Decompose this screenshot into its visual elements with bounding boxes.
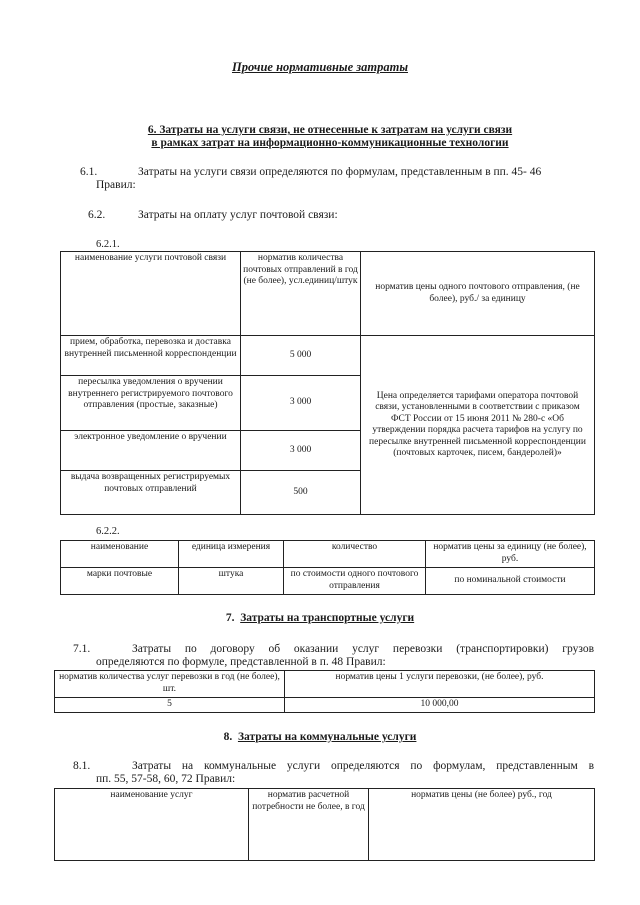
p71-number: 7.1. bbox=[73, 643, 91, 655]
service-quantity: 3 000 bbox=[241, 376, 361, 431]
table-header-row bbox=[61, 541, 595, 568]
postal-services-table bbox=[60, 251, 595, 515]
stamp-count: по стоимости одного почтового отправления bbox=[284, 568, 426, 595]
p62-number: 6.2. bbox=[88, 209, 106, 221]
section-8-number: 8. bbox=[223, 731, 233, 743]
service-name: электронное уведомление о вручении bbox=[61, 431, 241, 471]
service-quantity: 5 000 bbox=[241, 336, 361, 376]
section-6-heading-line2: в рамках затрат на информационно-коммуникационные технологии bbox=[151, 137, 509, 149]
p81-text: Затраты на коммунальные услуги определяются по формулам, представленным в bbox=[132, 760, 594, 772]
section-6-heading-line1: 6. Затраты на услуги связи, не отнесенные к затратам на услуги связи bbox=[147, 124, 513, 136]
col-header-unit: единица измерения bbox=[179, 541, 284, 568]
p81-continuation: пп. 55, 57-58, 60, 72 Правил: bbox=[96, 773, 236, 785]
utilities-table bbox=[54, 788, 595, 861]
service-name: пересылка уведомления о вручении внутреннего регистрируемого почтового отправления (простые, заказные) bbox=[61, 376, 241, 431]
p71-text: Затраты по договору об оказании услуг перевозки (транспортировки) грузов bbox=[132, 643, 594, 655]
p71-continuation: определяются по формуле, представленной в п. 48 Правил: bbox=[96, 656, 386, 668]
stamp-price: по номинальной стоимости bbox=[426, 568, 595, 595]
transport-count: 5 bbox=[55, 698, 285, 713]
section-7-title: Затраты на транспортные услуги bbox=[240, 612, 415, 624]
stamp-name: марки почтовые bbox=[61, 568, 179, 595]
col-header-utility-price: норматив цены (не более) руб., год bbox=[369, 789, 595, 861]
service-name: выдача возвращенных регистрируемых почтовых отправлений bbox=[61, 471, 241, 515]
p621-number: 6.2.1. bbox=[96, 239, 120, 250]
col-header-utility-name: наименование услуг bbox=[55, 789, 249, 861]
table-header-row bbox=[55, 671, 595, 698]
service-quantity: 3 000 bbox=[241, 431, 361, 471]
section-8-title: Затраты на коммунальные услуги bbox=[237, 731, 417, 743]
col-header-price: норматив цены одного почтового отправления, (не более), руб./ за единицу bbox=[361, 252, 595, 336]
section-8-heading bbox=[0, 731, 640, 744]
price-note: Цена определяется тарифами оператора почтовой связи, установленными в соответствии с приказом ФСТ России от 15 июня 2011 № 280-с «Об утверждении порядка расчета тарифов на услугу по пересылке внутренней письменной корреспонденции (почтовых карточек, писем, бандеролей)» bbox=[361, 336, 595, 515]
stamps-table bbox=[60, 540, 595, 595]
section-7-number: 7. bbox=[225, 612, 235, 624]
col-header-transport-price: норматив цены 1 услуги перевозки, (не более), руб. bbox=[285, 671, 595, 698]
col-header-quantity: норматив количества почтовых отправлений в год (не более), усл.единиц/штук bbox=[241, 252, 361, 336]
table-header-row bbox=[61, 252, 595, 336]
p62-text: Затраты на оплату услуг почтовой связи: bbox=[138, 209, 338, 221]
transport-table bbox=[54, 670, 595, 713]
col-header-service: наименование услуги почтовой связи bbox=[61, 252, 241, 336]
service-name: прием, обработка, перевозка и доставка внутренней письменной корреспонденции bbox=[61, 336, 241, 376]
p61-text: Затраты на услуги связи определяются по формулам, представленным в пп. 45- 46 bbox=[138, 166, 542, 178]
service-quantity: 500 bbox=[241, 471, 361, 515]
p622-number: 6.2.2. bbox=[96, 526, 120, 537]
col-header-count: количество bbox=[284, 541, 426, 568]
table-row bbox=[55, 698, 595, 713]
p81-number: 8.1. bbox=[73, 760, 91, 772]
col-header-utility-need: норматив расчетной потребности не более, в год bbox=[249, 789, 369, 861]
col-header-unit-price: норматив цены за единицу (не более), руб. bbox=[426, 541, 595, 568]
col-header-transport-count: норматив количества услуг перевозки в год (не более), шт. bbox=[55, 671, 285, 698]
transport-price: 10 000,00 bbox=[285, 698, 595, 713]
table-header-row bbox=[55, 789, 595, 861]
col-header-name: наименование bbox=[61, 541, 179, 568]
section-6-heading bbox=[90, 124, 570, 150]
table-row bbox=[61, 568, 595, 595]
page-title: Прочие нормативные затраты bbox=[231, 60, 408, 74]
table-row bbox=[61, 336, 595, 376]
section-7-heading bbox=[0, 612, 640, 625]
p61-continuation: Правил: bbox=[96, 179, 136, 191]
p61-number: 6.1. bbox=[80, 166, 98, 178]
stamp-unit: штука bbox=[179, 568, 284, 595]
